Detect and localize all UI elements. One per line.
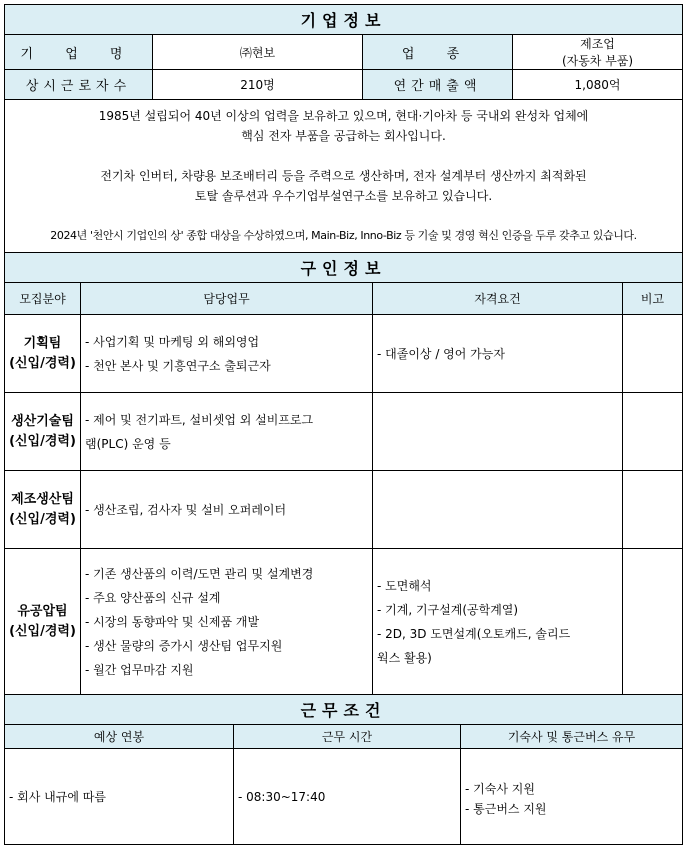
requirements-cell <box>373 471 623 549</box>
duties-cell <box>81 471 373 549</box>
requirements-cell <box>373 393 623 471</box>
list-item: - 2D, 3D 도면설계(오토캐드, 솔리드 <box>377 626 571 641</box>
team-type: (신입/경력) <box>9 433 76 449</box>
table-row <box>5 393 683 471</box>
hours-value: - 08:30~17:40 <box>234 749 461 845</box>
list-item: - 사업기획 및 마케팅 외 해외영업 <box>85 334 260 349</box>
company-desc-1b: 핵심 전자 부품을 공급하는 회사입니다. <box>241 129 446 143</box>
header-salary: 예상 연봉 <box>5 725 234 749</box>
job-posting-document <box>4 4 682 845</box>
table-row <box>5 549 683 695</box>
list-item: - 대졸이상 / 영어 가능자 <box>377 346 505 361</box>
dorm-line-2: - 통근버스 지원 <box>465 801 547 816</box>
dorm-line-1: - 기숙사 지원 <box>465 781 535 796</box>
list-item: - 생산조립, 검사자 및 설비 오퍼레이터 <box>85 502 287 517</box>
header-requirements: 자격요건 <box>373 283 623 315</box>
team-cell <box>5 549 81 695</box>
list-item: - 기존 생산품의 이력/도면 관리 및 설계변경 <box>85 566 314 581</box>
company-description <box>5 100 683 253</box>
header-field: 모집분야 <box>5 283 81 315</box>
company-name-value: ㈜현보 <box>153 35 363 70</box>
revenue-value: 1,080억 <box>513 70 683 100</box>
list-item: - 제어 및 전기파트, 설비셋업 외 설비프로그 <box>85 412 314 427</box>
employees-value: 210명 <box>153 70 363 100</box>
company-desc-3: 2024년 '천안시 기업인의 상' 종합 대상을 수상하였으며, Main-Biz, Inno-Biz 등 기술 및 경영 혁신 인증을 두루 갖추고 있습니다. <box>50 229 637 242</box>
recruit-info-table <box>4 252 683 695</box>
company-info-table <box>4 4 683 253</box>
list-item: - 시장의 동향파악 및 신제품 개발 <box>85 614 260 629</box>
company-desc-1a: 1985년 설립되어 40년 이상의 업력을 보유하고 있으며, 현대·기아차 등 국내외 완성차 업체에 <box>98 109 589 123</box>
notes-cell <box>623 549 683 695</box>
header-hours: 근무 시간 <box>234 725 461 749</box>
salary-value: - 회사 내규에 따름 <box>5 749 234 845</box>
list-item: 램(PLC) 운영 등 <box>85 436 171 451</box>
revenue-label: 연간매출액 <box>363 70 513 100</box>
industry-value-line1: 제조업 <box>580 37 615 51</box>
industry-label: 업 종 <box>363 35 513 70</box>
table-row <box>5 471 683 549</box>
team-name: 유공압팀 <box>17 603 68 619</box>
conditions-section-title: 근무조건 <box>5 695 683 725</box>
list-item: - 기계, 기구설계(공학계열) <box>377 602 519 617</box>
list-item: 웍스 활용) <box>377 650 432 665</box>
duties-cell <box>81 315 373 393</box>
industry-value-line2: (자동차 부품) <box>561 54 634 68</box>
notes-cell <box>623 471 683 549</box>
team-cell <box>5 315 81 393</box>
industry-value <box>513 35 683 70</box>
list-item: - 도면해석 <box>377 578 432 593</box>
team-name: 생산기술팀 <box>11 413 74 429</box>
notes-cell <box>623 315 683 393</box>
employees-label: 상시근로자수 <box>5 70 153 100</box>
team-type: (신입/경력) <box>9 511 76 527</box>
team-cell <box>5 393 81 471</box>
company-name-label: 기 업 명 <box>5 35 153 70</box>
team-type: (신입/경력) <box>9 623 76 639</box>
list-item: - 월간 업무마감 지원 <box>85 662 194 677</box>
requirements-cell <box>373 315 623 393</box>
notes-cell <box>623 393 683 471</box>
duties-cell <box>81 549 373 695</box>
team-name: 제조생산팀 <box>11 491 74 507</box>
header-notes: 비고 <box>623 283 683 315</box>
company-section-title: 기업정보 <box>5 5 683 35</box>
requirements-cell <box>373 549 623 695</box>
team-cell <box>5 471 81 549</box>
duties-cell <box>81 393 373 471</box>
header-dorm: 기숙사 및 통근버스 유무 <box>461 725 683 749</box>
team-name: 기획팀 <box>23 335 62 351</box>
header-duties: 담당업무 <box>81 283 373 315</box>
list-item: - 주요 양산품의 신규 설계 <box>85 590 221 605</box>
team-type: (신입/경력) <box>9 355 76 371</box>
list-item: - 천안 본사 및 기흥연구소 출퇴근자 <box>85 358 271 373</box>
conditions-table <box>4 694 683 845</box>
list-item: - 생산 물량의 증가시 생산팀 업무지원 <box>85 638 283 653</box>
company-desc-2a: 전기차 인버터, 차량용 보조배터리 등을 주력으로 생산하며, 전자 설계부터 생산까지 최적화된 <box>100 169 587 183</box>
recruit-section-title: 구인정보 <box>5 253 683 283</box>
company-desc-2b: 토탈 솔루션과 우수기업부설연구소를 보유하고 있습니다. <box>194 189 493 203</box>
dorm-value <box>461 749 683 845</box>
table-row <box>5 315 683 393</box>
